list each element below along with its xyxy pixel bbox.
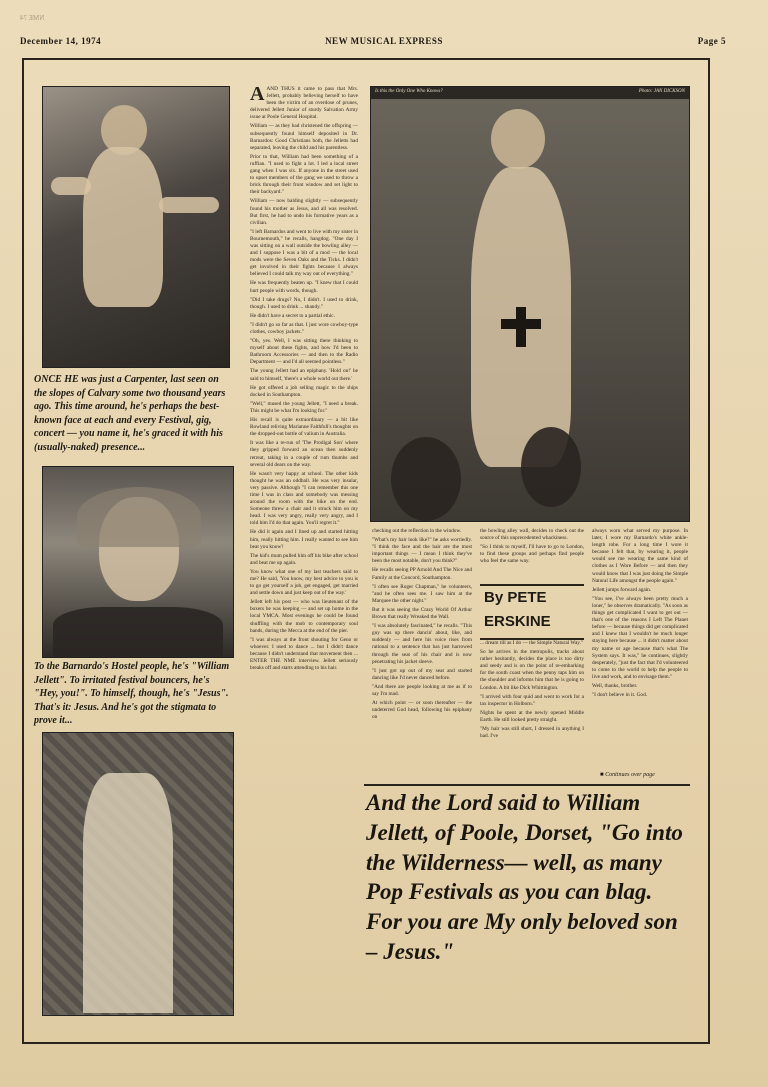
- photo-crowd-sign: [42, 732, 234, 1016]
- pullquote: And the Lord said to William Jellett, of Poole, Dorset, "Go into the Wilderness— well, as many Pop Festivals as you can blag. For you are My only beloved son – Jesus.": [366, 790, 683, 964]
- body-column-1: AAND THUS it came to pass that Mrs. Jellett, probably believing herself to have been the victim of an overdose of prunes, delivered Jellett Junior of sturdy Salvation Army issue at Poole General Hospital. William — as they had christened the offspring — subsequently found himself deposited in Dr. Barnardos: Good Christians both, the Jelletts had separated, leaving the child and his parentless. Prior to that, William had been something of a ruffian. "I used to fight a lot. I led a local street gang when I was six. If anyone in the street used to upset members of the gang we used to throw a brick through their front window and set light to their backyard." William — now balding slightly — subsequently found his mother as Jesus, and all was resolved. But first, he had to undo his formative years as a civilian. "I left Barnardos and went to live with my sister in Bournemouth," he recalls, hangdog. "One day I was sitting on a wall outside the bowling alley — and I suppose I was a bit of a mod — the local mods were the Seven Oaks and the Ticks. I didn't get involved in their fights because I always believed I could talk my way out of everything." He was frequently beaten up. "I knew that I could hurt people with words, though. "Did I take drugs? No, I didn't. I used to drink, though. I used to drink ... shandy." He didn't have a secret to a partial ethic. "I didn't go so far as that. I just wore cowboy-type clothes, cowboy jackets." "Oh, yes. Well, I was sitting there thinking to myself about these fights, and how I'd been to Bathroom Accessories — and then to the Radio Department — and I'd all seemed pointless." The young Jellett had an epiphany. 'Hold on!' he said to himself, 'there's a whole world out there.' He got offered a job selling magic to the ships docked in Southampton. "Well," mused the young Jellett, "I need a break. This might be what I'm looking for." His recall is quite extraordinary — a bit like Rowland reliving Marianne Faithfull's thoughts on the dropped-out bottle of valium in Australia. It was like a re-run of 'The Prodigal Son' where they gripped forward an ocean then suddenly retreat, taking in a couple of rum thumbs and several old dears on the way. He wasn't very happy at school. The other kids thought he was an oddball. He was very insular, very passive. Although "I can remember this one time I was in class and somebody was messing around the room with the bike on the end. Someone threw a chair and it struck him on my head. I was very angry, really very angry, and I told him I'd do that again. You'll regret it." He did it again and I lined up and started hitting him, really hitting him. I really wanted to see him beat you know? The kid's mum pulled him off his bike after school and beat me up again. You know what one of my last teachers said to me? He said, 'You know, my best advice to you is to go get yourself a job, get engaged, get married and settle down and just keep out of the way.' Jellett left his post — who was lieutenant of the boxers he was keeping — and set up home in the local YMCA. Most evenings he could be found shuffling with the mob to contemporary soul bands, during the Mecca at the end of the pier. "I was always at the front shouting for Geno or whoever. I used to dance ... but I didn't dance because I didn't understand that movement then ... ENTER THE NME interview. Jellett seriously breaks off and starts attending to his hair.: [250, 86, 358, 672]
- continues-over-page: ■ Continues over page: [600, 772, 655, 778]
- photo-jesus-dancing: [42, 86, 230, 368]
- body-column-3-top: the bowling alley wall, decides to check out the source of this unprecedented whackiness. "So I think to myself, I'll have to go to London, to find these groups and perhaps find people who feel the same way.: [480, 528, 584, 565]
- byline-by: By PETE: [484, 589, 547, 606]
- masthead-page: Page 5: [697, 36, 726, 46]
- byline-name: ERSKINE: [484, 613, 551, 630]
- photo-credit: Photo: JAN DICKSON: [638, 89, 685, 94]
- body-column-3-bottom: ... dream till as I do — the Simple Natural Way." So he arrives in the metropolis, tracks about rather hesitantly, decides the place is too dirty and seedy and is on the point of re-embarking for the south coast when the penny taps him on the shoulder and informs him that he is going to London. A bit like Dick Whittington. "I arrived with four quid and went to work for a tax inspector in Holborn." Nights he spent at the newly opened Middle Earth. He still looked pretty straight. "My hair was still short, I dressed in anything I had. I've: [480, 640, 584, 740]
- censor-cross-horizontal: [501, 319, 541, 329]
- bleed-through-text: NME 74: [20, 14, 45, 22]
- caption-second: To the Barnardo's Hostel people, he's "William Jellett". To irritated festival bouncers, he's "Hey, you!". To himself, though, he's "Jesus". That's it: Jesus. And he's got the stigmata to prove it...: [34, 661, 230, 726]
- body-column-2: checking out the reflection in the window. "What's my hair look like?" he asks worriedly. "I think the face and the hair are the most important things — I mean I think they've been the most notable, don't you think?" He recalls seeing PP Arnold And The Nice and Family at the Concord, Southampton. "I often see Roger Chapman," he volunteers, "and he often sees me. I saw him at the Marquee the other night." But it was seeing the Crazy World Of Arthur Brown that really Wreaked the Wall. "I was absolutely fascinated," he recalls. "This guy was up there dancin' about, like, and suddenly — and here his voice rises from rational to a sentence that has just harrowed through the seat of his chair and is now penetrating his jacket sleeve. "I just got up out of my seat and started dancing like I'd never danced before. "And there are people looking at me as if to say I'm mad. At which point — or soon thereafter — the undeterred God head, following his epiphany on: [372, 528, 472, 721]
- photo-festival-crowd: [370, 86, 690, 522]
- caption-first: ONCE HE was just a Carpenter, last seen on the slopes of Calvary some two thousand years ago. This time around, he's perhaps the best-known face at each and every Festival, gig, concert — you name it, he's graced it with his (usually-naked) presence...: [34, 374, 226, 453]
- photo-caption: Is this the Only One Who Knows?: [375, 89, 443, 94]
- photo-portrait: [42, 466, 234, 658]
- masthead-title: NEW MUSICAL EXPRESS: [325, 36, 443, 46]
- byline: [480, 584, 584, 640]
- body-column-4: always worn what served my purpose. In later, I wore my Barnardo's white ankle-length robe. For a long time I wore it because I felt that, by wearing it, people would see me wearing the same kind of clothes as I Wore Before — and then they would know that I was just doing the Simple Natural Life amongst the people again." Jellett jumps forward again. "You see, I've always been pretty much a loner," he observes dramatically. "As soon as things get complicated I want to get out — that's one of the reasons I Left The Planet before — because things did get complicated and I knew that I wouldn't be much longer staying here because ... it didn't matter about my name or age because that's what The System says. It was," he continues, slightly desperately, "just the fact that I'd volunteered to come to the world to help the people to live and work, and to envisage them." Well, thanks, brother. "I don't believe in it. God.: [592, 528, 688, 699]
- masthead-date: December 14, 1974: [20, 36, 102, 46]
